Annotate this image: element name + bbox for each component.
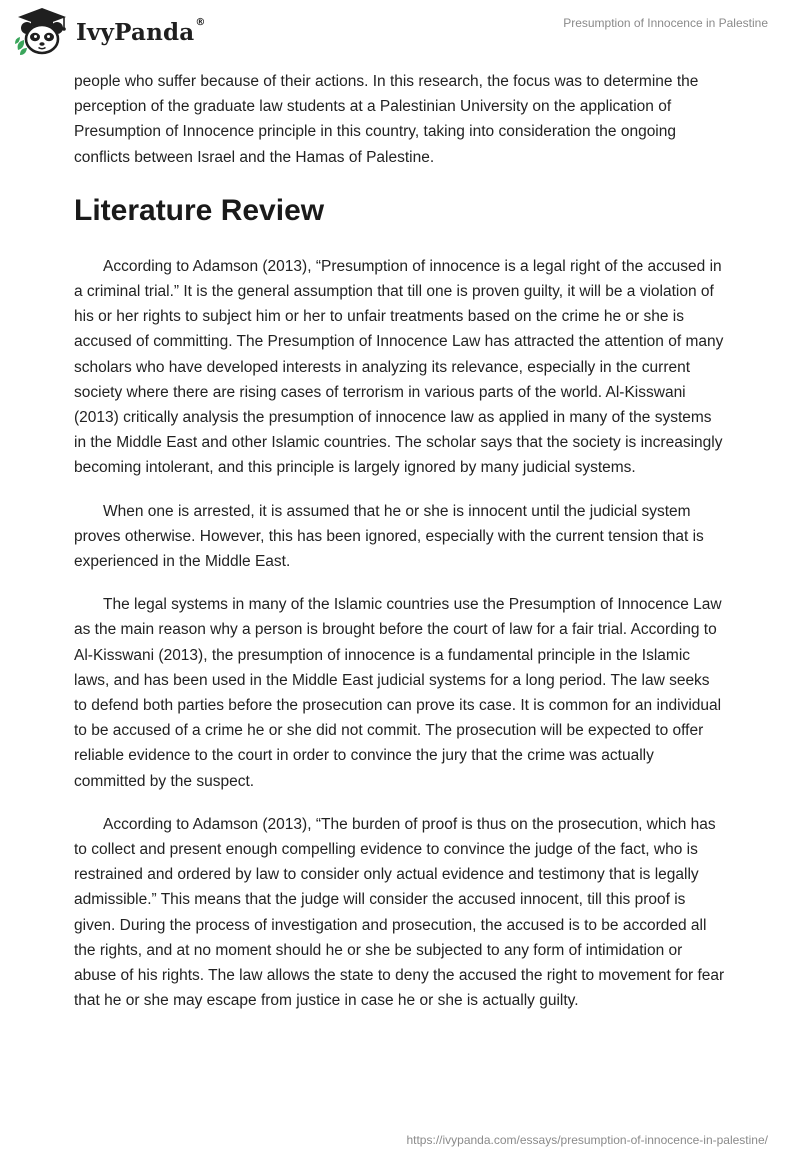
brand-logo[interactable] (14, 6, 206, 58)
brand-name (76, 16, 206, 46)
body-paragraph: According to Adamson (2013), “The burden of proof is thus on the prosecution, which has to collect and present enough compelling evidence to convince the judge of the fact, who is restrained and ordered by law to consider only actual evidence and testimony that is legally admissible.” This means that the judge will consider the accused innocent, till this proof is given. During the process of investigation and prosecution, the accused is to be accorded all the rights, and at no moment should he or she be subjected to any form of intimidation or abuse of his rights. The law allows the state to deny the accused the right to movement for fear that he or she may escape from justice in case he or she is actually guilty. (74, 815, 725, 1010)
section-heading: Literature Review (74, 193, 325, 227)
panda-graduate-icon (14, 6, 70, 58)
source-url[interactable]: https://ivypanda.com/essays/presumption-of-innocence-in-palestine/ (406, 1133, 768, 1147)
registered-mark: ® (195, 16, 206, 28)
body-paragraph: The legal systems in many of the Islamic countries use the Presumption of Innocence Law as the main reason why a person is brought before the court of law for a fair trial. According to Al-Kisswani (2013), the presumption of innocence is a fundamental principle in the Islamic laws, and has been used in the Middle East judicial systems for a long period. The law seeks to defend both parties before the prosecution can prove its case. It is common for an individual to be accused of a crime he or she did not commit. The prosecution will be expected to offer reliable evidence to the court in order to convince the jury that the crime was actually committed by the suspect. (74, 596, 722, 790)
article-body (74, 69, 726, 1032)
page-header (0, 0, 800, 66)
brand-name-text: IvyPanda (76, 18, 195, 46)
document-title: Presumption of Innocence in Palestine (563, 16, 768, 30)
lead-paragraph: people who suffer because of their actions. In this research, the focus was to determine the perception of the graduate law students at a Palestinian University on the application of Presumption of Innocence principle in this country, taking into consideration the ongoing conflicts between Israel and the Hamas of Palestine. (74, 73, 699, 166)
body-paragraph: According to Adamson (2013), “Presumption of innocence is a legal right of the accused in a criminal trial.” It is the general assumption that till one is proven guilty, it will be a violation of his or her rights to subject him or her to unfair treatments based on the crime he or she is accused of committing. The Presumption of Innocence Law has attracted the attention of many scholars who have developed interests in analyzing its relevance, especially in the current society where there are rising cases of terrorism in various parts of the world. Al-Kisswani (2013) critically analysis the presumption of innocence law as applied in many of the systems in the Middle East and other Islamic countries. The scholar says that the society is increasingly becoming intolerant, and this principle is largely ignored by many judicial systems. (74, 257, 724, 477)
body-paragraph: When one is arrested, it is assumed that he or she is innocent until the judicial system proves otherwise. However, this has been ignored, especially with the current tension that is experienced in the Middle East. (74, 502, 704, 571)
